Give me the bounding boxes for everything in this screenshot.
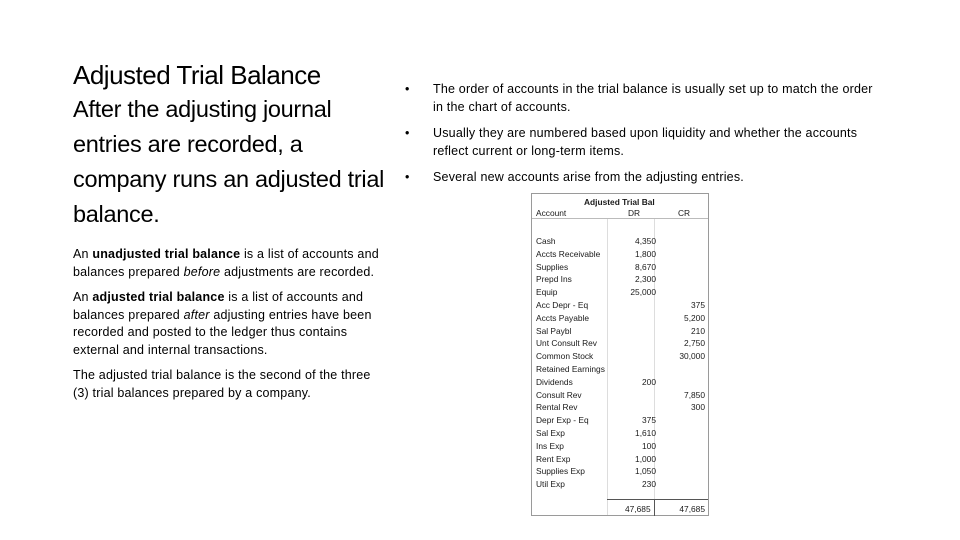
header-divider (532, 218, 708, 219)
second-trial-balance-note: The adjusted trial balance is the second of the three (3) trial balances prepared by a company. (73, 368, 371, 400)
table-row (532, 465, 708, 478)
account-cell: Ins Exp (536, 440, 564, 451)
dr-cell: 1,050 (635, 466, 656, 477)
table-row (532, 440, 708, 453)
cr-cell: 300 (691, 402, 705, 413)
column-header-cr: CR (678, 208, 691, 218)
account-cell: Acc Depr - Eq (536, 299, 589, 310)
table-row (532, 325, 708, 338)
dr-cell: 2,300 (635, 274, 656, 285)
account-cell: Prepd Ins (536, 274, 572, 285)
dr-cell: 8,670 (635, 261, 656, 272)
dr-cell: 4,350 (635, 236, 656, 246)
bullet-item: • The order of accounts in the trial balance is usually set up to match the order in the chart of accounts. (405, 82, 873, 114)
account-cell: Rental Rev (536, 402, 578, 413)
table-row (532, 401, 708, 414)
table-row (532, 312, 708, 325)
table-body (532, 235, 708, 491)
dr-cell: 25,000 (630, 287, 656, 298)
cr-cell: 210 (691, 325, 705, 336)
column-header-dr: DR (628, 208, 641, 218)
table-row (532, 389, 708, 402)
account-cell: Cash (536, 236, 556, 246)
cr-cell: 30,000 (679, 351, 705, 362)
unadjusted-definition: An unadjusted trial balance is a list of accounts and balances prepared before adjustments are recorded. (73, 247, 379, 279)
account-cell: Unt Consult Rev (536, 338, 597, 349)
total-cr: 47,685 (679, 504, 705, 514)
bullet-marker: • (405, 82, 410, 96)
table-row (532, 337, 708, 350)
totals-row (607, 499, 708, 516)
account-cell: Util Exp (536, 479, 565, 490)
cr-cell: 7,850 (684, 389, 705, 400)
dr-cell: 1,000 (635, 453, 656, 464)
table-row (532, 235, 708, 248)
total-dr: 47,685 (625, 504, 651, 514)
cr-cell: 5,200 (684, 312, 705, 323)
dr-cell: 200 (642, 376, 656, 387)
dr-cell: 375 (642, 415, 656, 426)
left-column (73, 58, 393, 410)
account-cell: Supplies Exp (536, 466, 585, 477)
cr-cell: 2,750 (684, 338, 705, 349)
table-row (532, 261, 708, 274)
cr-cell: 375 (691, 299, 705, 310)
dr-cell: 100 (642, 440, 656, 451)
account-cell: Accts Payable (536, 312, 590, 323)
bullet-item: • Several new accounts arise from the adjusting entries. (405, 169, 885, 187)
account-cell: Consult Rev (536, 389, 582, 400)
table-row (532, 478, 708, 491)
column-header-account: Account (536, 208, 567, 218)
account-cell: Dividends (536, 376, 573, 387)
account-cell: Retained Earnings (536, 363, 605, 374)
dr-cell: 1,610 (635, 427, 656, 438)
table-row (532, 376, 708, 389)
table-row (532, 299, 708, 312)
dr-cell: 230 (642, 479, 656, 490)
table-row (532, 427, 708, 440)
bullet-marker: • (405, 126, 410, 140)
table-row (532, 414, 708, 427)
table-row (532, 363, 708, 376)
bullet-marker: • (405, 170, 410, 184)
table-row (532, 453, 708, 466)
dr-cell: 1,800 (635, 248, 656, 259)
table-row (532, 248, 708, 261)
table-header (532, 194, 708, 218)
adjusted-definition: An adjusted trial balance is a list of accounts and balances prepared after adjusting entries have been recorded and posted to the ledger thus contains external and internal transactions. (73, 290, 372, 357)
account-cell: Common Stock (536, 351, 594, 362)
account-cell: Rent Exp (536, 453, 571, 464)
slide-title: Adjusted Trial Balance (73, 60, 321, 90)
table-title: Adjusted Trial Bal (584, 197, 655, 207)
account-cell: Equip (536, 287, 558, 298)
table-row (532, 286, 708, 299)
account-cell: Accts Receivable (536, 248, 601, 259)
slide-subtitle: After the adjusting journal entries are recorded, a company runs an adjusted trial balance. (73, 96, 385, 227)
bullet-item: • Usually they are numbered based upon liquidity and whether the accounts reflect current or long-term items. (405, 126, 858, 158)
account-cell: Sal Paybl (536, 325, 572, 336)
account-cell: Supplies (536, 261, 569, 272)
adjusted-trial-balance-table (531, 193, 709, 516)
table-row (532, 273, 708, 286)
bullet-list (405, 81, 885, 196)
totals-divider (654, 500, 655, 516)
account-cell: Depr Exp - Eq (536, 415, 589, 426)
account-cell: Sal Exp (536, 427, 565, 438)
table-row (532, 350, 708, 363)
